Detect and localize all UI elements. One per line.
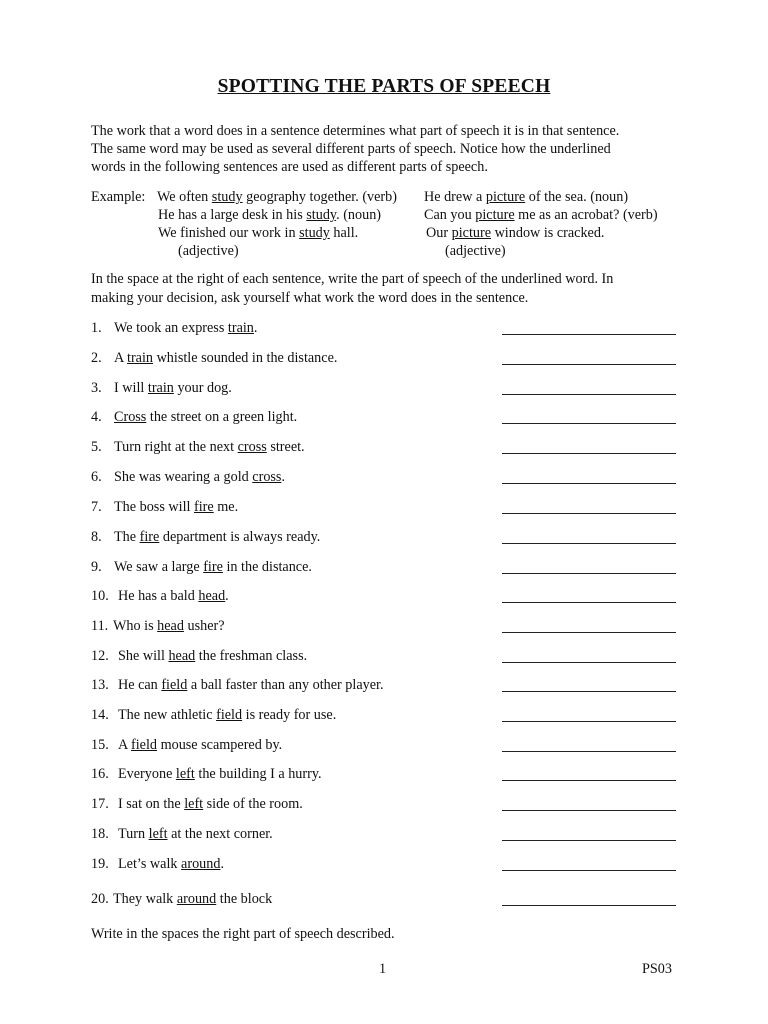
item-number: 20. bbox=[91, 891, 109, 907]
page-title: SPOTTING THE PARTS OF SPEECH bbox=[217, 76, 551, 97]
item-number: 3. bbox=[91, 380, 102, 396]
underlined-word: study bbox=[306, 207, 337, 223]
item-text: Turn right at the next bbox=[114, 439, 238, 455]
example-sentence: He has a large desk in his study. (noun) bbox=[158, 207, 382, 223]
answer-blank[interactable] bbox=[502, 423, 676, 424]
item-text: . bbox=[253, 320, 258, 336]
item-text: I sat on the bbox=[118, 796, 185, 812]
answer-blank[interactable] bbox=[502, 453, 676, 454]
exercise-item bbox=[91, 528, 320, 546]
exercise-item bbox=[91, 736, 282, 754]
exercise-item bbox=[91, 587, 229, 605]
answer-blank[interactable] bbox=[502, 691, 676, 692]
underlined-word: train bbox=[227, 320, 254, 336]
underlined-word: fire bbox=[203, 559, 223, 575]
exercise-item bbox=[91, 617, 225, 635]
example-sentence: Can you picture me as an acrobat? (verb) bbox=[424, 207, 658, 223]
item-text: a ball faster than any other player. bbox=[187, 677, 384, 693]
exercise-item bbox=[91, 706, 336, 724]
item-text: your dog. bbox=[173, 380, 232, 396]
underlined-word: head bbox=[198, 588, 226, 604]
answer-blank[interactable] bbox=[502, 513, 676, 514]
example-part-of-speech: (adjective) bbox=[178, 243, 239, 259]
item-text: in the distance. bbox=[222, 559, 312, 575]
item-text: We took an express bbox=[114, 320, 228, 336]
exercise-item bbox=[91, 379, 232, 397]
item-text: the building I a hurry. bbox=[194, 766, 322, 782]
underlined-word: left bbox=[184, 796, 204, 812]
instructions-line: In the space at the right of each sentence, write the part of speech of the underlined word. In bbox=[91, 271, 614, 287]
closing-instruction: Write in the spaces the right part of speech described. bbox=[91, 926, 395, 942]
item-text: mouse scampered by. bbox=[157, 737, 283, 753]
answer-blank[interactable] bbox=[502, 632, 676, 633]
underlined-word: picture bbox=[475, 207, 515, 223]
item-text: The new athletic bbox=[118, 707, 217, 723]
answer-blank[interactable] bbox=[502, 573, 676, 574]
answer-blank[interactable] bbox=[502, 780, 676, 781]
example-part-of-speech: (adjective) bbox=[445, 243, 506, 259]
item-number: 11. bbox=[91, 618, 109, 634]
exercise-item bbox=[91, 855, 224, 873]
underlined-word: Cross bbox=[114, 409, 147, 425]
underlined-word: cross bbox=[237, 439, 267, 455]
underlined-word: cross bbox=[252, 469, 282, 485]
underlined-word: fire bbox=[139, 529, 160, 545]
item-text: the freshman class. bbox=[195, 648, 308, 664]
item-number: 7. bbox=[91, 499, 102, 515]
answer-blank[interactable] bbox=[502, 721, 676, 722]
exercise-item bbox=[91, 825, 273, 843]
exercise-item bbox=[91, 498, 238, 516]
item-text: A bbox=[118, 737, 132, 753]
exercise-item bbox=[91, 890, 272, 908]
answer-blank[interactable] bbox=[502, 662, 676, 663]
answer-blank[interactable] bbox=[502, 870, 676, 871]
answer-blank[interactable] bbox=[502, 543, 676, 544]
exercise-item bbox=[91, 795, 303, 813]
underlined-word: around bbox=[181, 856, 221, 872]
intro-line: The work that a word does in a sentence determines what part of speech it is in that sentence. bbox=[91, 123, 620, 139]
item-number: 9. bbox=[91, 559, 102, 575]
item-text: whistle sounded in the distance. bbox=[153, 350, 338, 366]
underlined-word: train bbox=[147, 380, 174, 396]
example-sentence: We finished our work in study hall. bbox=[158, 225, 359, 241]
item-text: . bbox=[225, 588, 229, 604]
item-text: He has a bald bbox=[118, 588, 199, 604]
example-label: Example: bbox=[91, 189, 146, 205]
item-text: She was wearing a gold bbox=[114, 469, 253, 485]
item-text: the street on a green light. bbox=[146, 409, 298, 425]
underlined-word: picture bbox=[485, 189, 526, 205]
underlined-word: head bbox=[157, 618, 184, 634]
item-text: is ready for use. bbox=[242, 707, 337, 723]
document-code: PS03 bbox=[642, 961, 672, 977]
item-number: 10. bbox=[91, 588, 109, 604]
item-text: department is always ready. bbox=[159, 529, 321, 545]
exercise-item bbox=[91, 438, 305, 456]
item-text: Who is bbox=[113, 618, 158, 634]
underlined-word: field bbox=[161, 677, 188, 693]
answer-blank[interactable] bbox=[502, 810, 676, 811]
underlined-word: study bbox=[299, 225, 330, 241]
item-number: 14. bbox=[91, 707, 109, 723]
item-number: 13. bbox=[91, 677, 109, 693]
item-number: 15. bbox=[91, 737, 109, 753]
underlined-word: train bbox=[127, 350, 154, 366]
item-number: 17. bbox=[91, 796, 109, 812]
item-text: side of the room. bbox=[203, 796, 303, 812]
underlined-word: left bbox=[148, 826, 168, 842]
item-number: 4. bbox=[91, 409, 102, 425]
intro-line: The same word may be used as several different parts of speech. Notice how the underlined bbox=[91, 141, 611, 157]
item-number: 19. bbox=[91, 856, 109, 872]
item-text: . bbox=[220, 856, 224, 872]
example-sentence: He drew a picture of the sea. (noun) bbox=[424, 189, 629, 205]
answer-blank[interactable] bbox=[502, 905, 676, 906]
item-text: Turn bbox=[118, 826, 149, 842]
exercise-item bbox=[91, 558, 312, 576]
answer-blank[interactable] bbox=[502, 602, 676, 603]
item-text: I will bbox=[114, 380, 148, 396]
answer-blank[interactable] bbox=[502, 483, 676, 484]
exercise-item bbox=[91, 408, 297, 426]
underlined-word: picture bbox=[451, 225, 492, 241]
item-number: 1. bbox=[91, 320, 102, 336]
item-number: 5. bbox=[91, 439, 102, 455]
item-text: A bbox=[114, 350, 128, 366]
underlined-word: left bbox=[175, 766, 195, 782]
underlined-word: fire bbox=[194, 499, 214, 515]
answer-blank[interactable] bbox=[502, 364, 676, 365]
underlined-word: head bbox=[168, 648, 196, 664]
underlined-word: field bbox=[131, 737, 158, 753]
answer-blank[interactable] bbox=[502, 394, 676, 395]
item-number: 12. bbox=[91, 648, 109, 664]
exercise-item bbox=[91, 676, 384, 694]
item-text: They walk bbox=[113, 891, 177, 907]
underlined-word: study bbox=[211, 189, 243, 205]
item-text: street. bbox=[266, 439, 305, 455]
exercise-item bbox=[91, 349, 337, 367]
answer-blank[interactable] bbox=[502, 751, 676, 752]
item-text: Everyone bbox=[118, 766, 176, 782]
instructions bbox=[91, 270, 681, 308]
item-text: Let’s walk bbox=[118, 856, 182, 872]
item-text: the block bbox=[216, 891, 273, 907]
item-number: 18. bbox=[91, 826, 109, 842]
instructions-line: making your decision, ask yourself what work the word does in the sentence. bbox=[91, 290, 529, 306]
underlined-word: around bbox=[176, 891, 217, 907]
item-text: usher? bbox=[183, 618, 225, 634]
item-text: at the next corner. bbox=[167, 826, 273, 842]
item-text: The bbox=[114, 529, 140, 545]
item-text: We saw a large bbox=[114, 559, 204, 575]
answer-blank[interactable] bbox=[502, 840, 676, 841]
item-text: She will bbox=[118, 648, 169, 664]
example-sentence: We often study geography together. (verb) bbox=[157, 189, 397, 205]
item-text: me. bbox=[213, 499, 239, 515]
exercise-item bbox=[91, 647, 307, 665]
item-text: He can bbox=[118, 677, 162, 693]
exercise-item bbox=[91, 765, 322, 783]
item-number: 8. bbox=[91, 529, 102, 545]
intro-paragraph bbox=[91, 122, 681, 176]
exercise-item bbox=[91, 319, 257, 337]
underlined-word: field bbox=[216, 707, 243, 723]
intro-line: words in the following sentences are used as different parts of speech. bbox=[91, 159, 488, 175]
item-number: 6. bbox=[91, 469, 102, 485]
page-number: 1 bbox=[379, 961, 387, 977]
exercise-item bbox=[91, 468, 285, 486]
item-number: 2. bbox=[91, 350, 102, 366]
answer-blank[interactable] bbox=[502, 334, 676, 335]
item-number: 16. bbox=[91, 766, 109, 782]
example-sentence: Our picture window is cracked. bbox=[426, 225, 605, 241]
item-text: The boss will bbox=[114, 499, 194, 515]
item-text: . bbox=[281, 469, 286, 485]
